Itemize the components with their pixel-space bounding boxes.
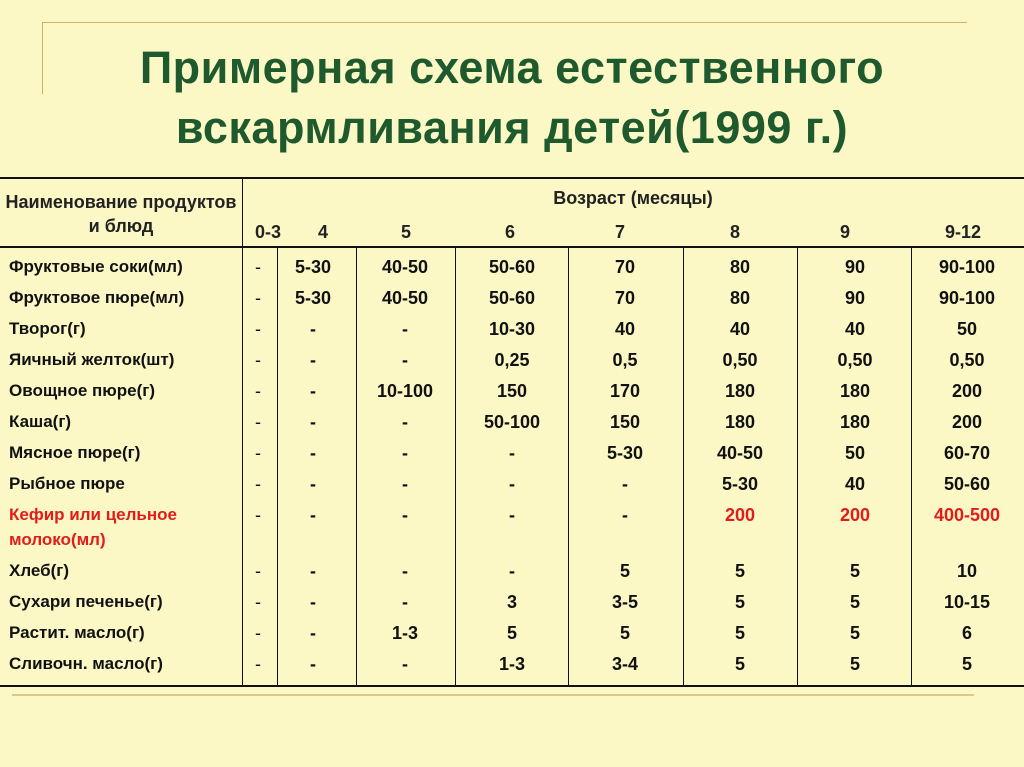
table-cell: 3-5 — [611, 592, 638, 612]
slide-title-line2: вскармливания детей(1999 г.) — [175, 102, 849, 153]
table-cell: - — [255, 623, 261, 643]
table-cell: 400-500 — [933, 505, 1001, 525]
row-label: Фруктовые соки(мл) — [9, 257, 183, 276]
age-column-label: 4 — [317, 222, 328, 242]
row-label: Сливочн. масло(г) — [9, 654, 163, 673]
table-cell: 150 — [609, 412, 641, 432]
decorative-top-line — [42, 22, 967, 23]
table-cell: 5-30 — [294, 288, 332, 308]
table-cell: 40-50 — [381, 288, 429, 308]
table-cell: - — [255, 412, 261, 432]
table-cell: 50 — [844, 443, 866, 463]
table-cell: 5 — [734, 592, 745, 612]
table-cell: 90 — [844, 257, 866, 277]
table-cell: 5 — [734, 654, 745, 674]
table-cell: 50-60 — [488, 257, 536, 277]
age-column-label: 9-12 — [944, 222, 982, 242]
table-cell: 90-100 — [938, 257, 996, 277]
table-cell: 3-4 — [611, 654, 638, 674]
table-cell: 180 — [839, 412, 871, 432]
table-cell: - — [310, 412, 316, 432]
table-cell: 5 — [849, 623, 860, 643]
table-cell: 180 — [724, 412, 756, 432]
table-cell: 10-100 — [376, 381, 434, 401]
table-cell: - — [310, 505, 316, 525]
table-top-border — [0, 177, 1024, 179]
table-cell: 5 — [849, 592, 860, 612]
table-cell: 1-3 — [391, 623, 418, 643]
table-cell: 80 — [729, 257, 751, 277]
table-cell: 0,50 — [837, 350, 873, 370]
table-cell: - — [255, 654, 261, 674]
table-cell: 50-60 — [943, 474, 991, 494]
table-cell: - — [509, 505, 515, 525]
row-label: Растит. масло(г) — [9, 623, 145, 642]
table-cell: 200 — [951, 381, 983, 401]
table-cell: - — [310, 592, 316, 612]
table-cell: 170 — [609, 381, 641, 401]
table-cell: - — [509, 474, 515, 494]
table-cell: - — [310, 350, 316, 370]
table-cell: 5-30 — [606, 443, 644, 463]
row-label: Творог(г) — [9, 319, 86, 338]
table-cell: 70 — [614, 257, 636, 277]
row-label: молоко(мл) — [9, 530, 106, 549]
table-cell: - — [255, 257, 261, 277]
table-cell: - — [402, 443, 408, 463]
table-cell: 5-30 — [721, 474, 759, 494]
table-cell: 5 — [619, 561, 630, 581]
table-cell: - — [310, 654, 316, 674]
table-cell: - — [310, 474, 316, 494]
table-cell: - — [255, 505, 261, 525]
table-cell: - — [255, 474, 261, 494]
table-cell: 80 — [729, 288, 751, 308]
column-divider — [911, 247, 912, 686]
table-cell: - — [622, 505, 628, 525]
row-label: Каша(г) — [9, 412, 72, 431]
table-cell: 5 — [734, 623, 745, 643]
table-cell: 0,50 — [949, 350, 985, 370]
table-cell: - — [402, 654, 408, 674]
table-cell: 150 — [496, 381, 528, 401]
table-cell: 40-50 — [381, 257, 429, 277]
row-label: Рыбное пюре — [9, 474, 125, 493]
table-cell: - — [402, 350, 408, 370]
table-bottom-border — [0, 685, 1024, 687]
table-cell: - — [255, 561, 261, 581]
row-label: Яичный желток(шт) — [9, 350, 175, 369]
table-cell: 1-3 — [498, 654, 525, 674]
table-cell: 200 — [951, 412, 983, 432]
table-cell: 40 — [729, 319, 751, 339]
table-cell: 10-30 — [488, 319, 536, 339]
table-cell: - — [402, 592, 408, 612]
column-divider — [356, 247, 357, 686]
table-cell: 0,25 — [494, 350, 530, 370]
age-column-label: 5 — [400, 222, 411, 242]
table-cell: - — [310, 319, 316, 339]
row-label: Кефир или цельное — [9, 505, 177, 524]
table-cell: 40 — [614, 319, 636, 339]
column-divider — [683, 247, 684, 686]
row-label: Хлеб(г) — [9, 561, 70, 580]
table-cell: 90 — [844, 288, 866, 308]
table-cell: - — [310, 561, 316, 581]
table-cell: 180 — [839, 381, 871, 401]
decorative-bottom-line — [12, 694, 974, 696]
table-cell: 200 — [839, 505, 871, 525]
table-cell: 40-50 — [716, 443, 764, 463]
table-cell: - — [402, 412, 408, 432]
table-cell: 5 — [619, 623, 630, 643]
column-divider — [568, 247, 569, 686]
table-cell: 60-70 — [943, 443, 991, 463]
table-cell: - — [255, 288, 261, 308]
header-bottom-border — [0, 246, 1024, 248]
row-label: Овощное пюре(г) — [9, 381, 156, 400]
table-cell: 5 — [506, 623, 517, 643]
table-cell: 50-100 — [483, 412, 541, 432]
table-cell: 3 — [506, 592, 517, 612]
table-cell: 180 — [724, 381, 756, 401]
table-cell: 10-15 — [943, 592, 991, 612]
table-cell: - — [622, 474, 628, 494]
table-cell: - — [402, 505, 408, 525]
column-divider — [797, 247, 798, 686]
table-cell: - — [509, 443, 515, 463]
table-cell: - — [255, 592, 261, 612]
age-column-label: 6 — [504, 222, 515, 242]
table-cell: 0,5 — [612, 350, 638, 370]
table-cell: 40 — [844, 474, 866, 494]
table-cell: 6 — [961, 623, 972, 643]
age-column-header: Возраст (месяцы) — [553, 188, 713, 208]
row-label: Мясное пюре(г) — [9, 443, 141, 462]
table-cell: 200 — [724, 505, 756, 525]
table-cell: 5 — [961, 654, 972, 674]
table-cell: - — [255, 350, 261, 370]
column-divider — [277, 247, 278, 686]
table-cell: 0,50 — [722, 350, 758, 370]
table-cell: - — [402, 474, 408, 494]
table-cell: 50 — [956, 319, 978, 339]
feeding-table — [0, 177, 1024, 687]
table-cell: - — [509, 561, 515, 581]
name-column-header: Наименование продуктов и блюд — [5, 192, 237, 236]
table-cell: 50-60 — [488, 288, 536, 308]
slide-title — [40, 38, 984, 158]
age-column-label: 9 — [839, 222, 850, 242]
table-cell: - — [310, 381, 316, 401]
table-cell: - — [255, 443, 261, 463]
table-cell: - — [402, 319, 408, 339]
table-cell: 70 — [614, 288, 636, 308]
table-cell: 5 — [849, 561, 860, 581]
table-cell: - — [402, 561, 408, 581]
age-column-label: 7 — [614, 222, 625, 242]
row-label: Сухари печенье(г) — [9, 592, 163, 611]
age-column-label: 8 — [729, 222, 740, 242]
table-cell: 90-100 — [938, 288, 996, 308]
table-cell: - — [310, 623, 316, 643]
slide-title-line1: Примерная схема естественного — [139, 42, 885, 93]
age-column-label: 0-3 — [254, 222, 281, 242]
table-cell: - — [310, 443, 316, 463]
row-label: Фруктовое пюре(мл) — [9, 288, 185, 307]
table-cell: - — [255, 381, 261, 401]
table-cell: - — [255, 319, 261, 339]
table-cell: 5 — [849, 654, 860, 674]
table-cell: 5-30 — [294, 257, 332, 277]
table-cell: 10 — [956, 561, 978, 581]
table-cell: 40 — [844, 319, 866, 339]
table-cell: 5 — [734, 561, 745, 581]
column-divider — [455, 247, 456, 686]
